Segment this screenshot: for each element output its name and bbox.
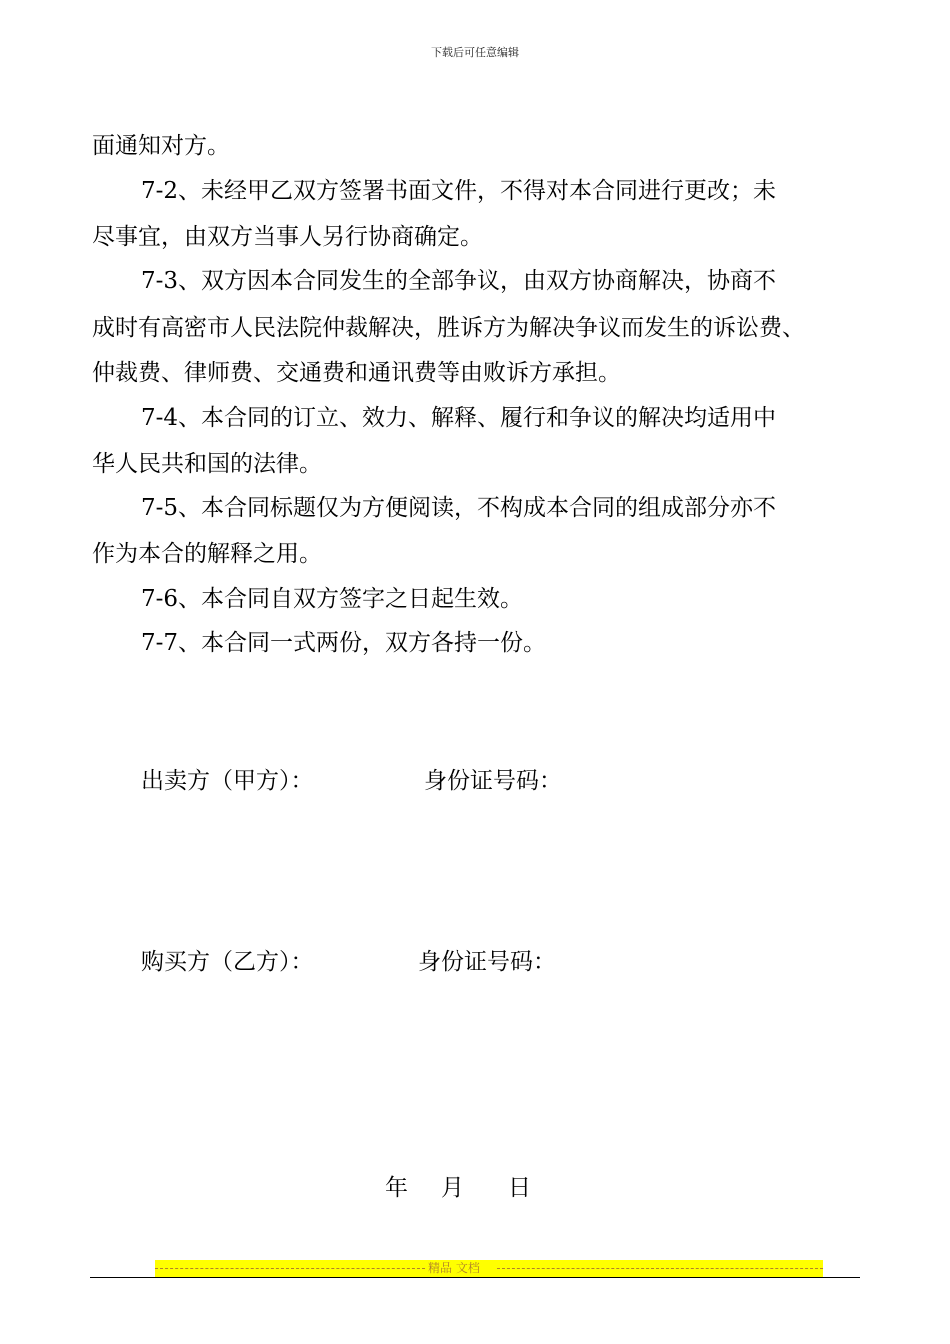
seller-id-label: 身份证号码： xyxy=(424,768,562,794)
footer-dash-left xyxy=(155,1268,425,1269)
buyer-label: 购买方（乙方）： xyxy=(141,949,314,975)
clause-7-3-line-2: 成时有高密市人民法院仲裁解决，胜诉方为解决争议而发生的诉讼费、 xyxy=(92,315,805,341)
clause-7-3-line-3: 仲裁费、律师费、交通费和通讯费等由败诉方承担。 xyxy=(92,360,621,386)
date-day: 日 xyxy=(508,1175,531,1201)
clause-7-4-line-1: 7-4、本合同的订立、效力、解释、履行和争议的解决均适用中 xyxy=(141,405,777,431)
footer-rule xyxy=(90,1277,860,1278)
footer-dash-right xyxy=(497,1268,823,1269)
clause-7-2-line-1: 7-2、未经甲乙双方签署书面文件，不得对本合同进行更改；未 xyxy=(141,178,777,204)
date-year: 年 xyxy=(385,1175,408,1201)
date-month: 月 xyxy=(441,1175,464,1201)
page-header: 下载后可任意编辑 xyxy=(431,46,519,59)
body-line-1: 面通知对方。 xyxy=(92,133,230,159)
clause-7-6: 7-6、本合同自双方签字之日起生效。 xyxy=(141,586,524,612)
buyer-id-label: 身份证号码： xyxy=(418,949,556,975)
clause-7-5-line-1: 7-5、本合同标题仅为方便阅读，不构成本合同的组成部分亦不 xyxy=(141,495,777,521)
clause-7-3-line-1: 7-3、双方因本合同发生的全部争议，由双方协商解决，协商不 xyxy=(141,268,777,294)
footer-text: 精品 文档 xyxy=(428,1261,480,1275)
clause-7-7: 7-7、本合同一式两份，双方各持一份。 xyxy=(141,630,547,656)
clause-7-2-line-2: 尽事宜，由双方当事人另行协商确定。 xyxy=(92,224,483,250)
footer-highlight xyxy=(155,1260,823,1277)
clause-7-4-line-2: 华人民共和国的法律。 xyxy=(92,451,322,477)
clause-7-5-line-2: 作为本合的解释之用。 xyxy=(92,541,322,567)
seller-label: 出卖方（甲方）： xyxy=(141,768,314,794)
